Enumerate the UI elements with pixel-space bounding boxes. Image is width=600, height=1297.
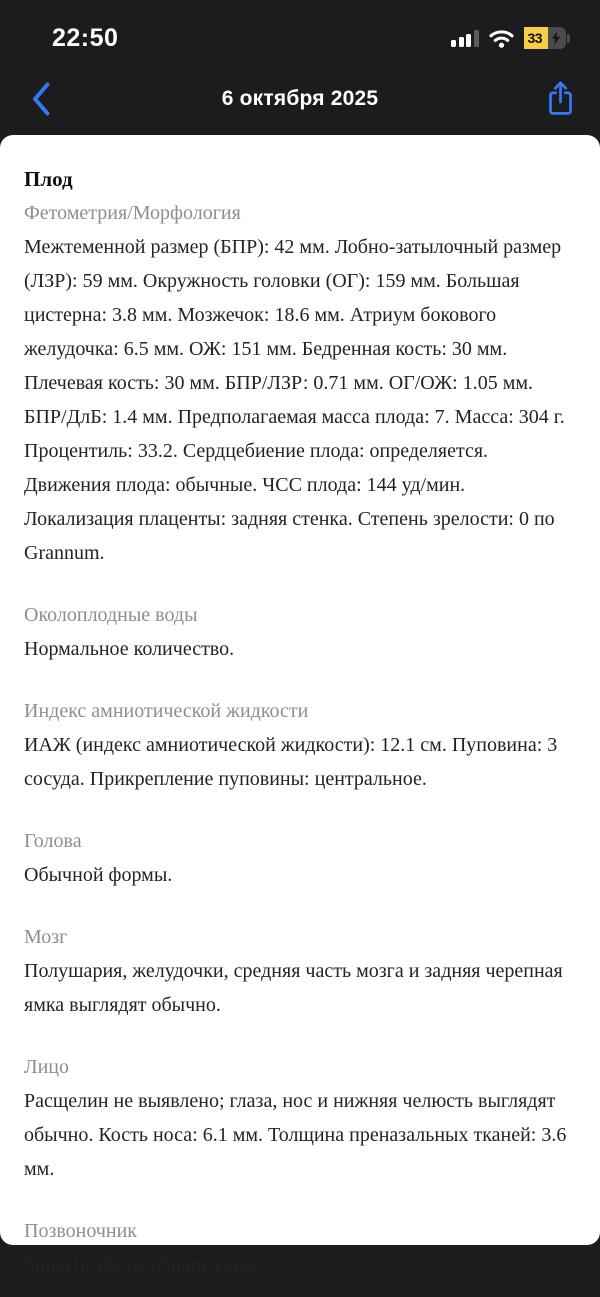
section-body: Spina bifida не обнаружена.: [24, 1254, 258, 1276]
section-afi: [24, 694, 576, 796]
section-label: Индекс амниотической жидкости: [24, 700, 309, 722]
section-label: Голова: [24, 830, 82, 852]
section-body: Обычной формы.: [24, 864, 173, 886]
share-button[interactable]: [541, 75, 580, 122]
page-title: 6 октября 2025: [221, 86, 379, 110]
section-fetometry: [24, 196, 576, 570]
report-document[interactable]: [0, 135, 600, 1276]
navigation-bar: [0, 62, 600, 135]
section-body: Межтеменной размер (БПР): 42 мм. Лобно-затылочный размер (ЛЗР): 59 мм. Окружность головки (ОГ): 159 мм. Большая цистерна: 3.8 мм. Мозжечок: 18.6 мм. Атриум бокового желудочка: 6.5 мм. ОЖ: 151 мм. Бедренная кость: 30 мм. Плечевая кость: 30 мм. БПР/ЛЗР: 0.71 мм. ОГ/ОЖ: 1.05 мм. БПР/ДлБ: 1.4 мм. Предполагаемая масса плода: 7. Масса: 304 г. Процентиль: 33.2. Сердцебиение плода: определяется. Движения плода: обычные. ЧСС плода: 144 уд/мин. Локализация плаценты: задняя стенка. Степень зрелости: 0 по Grannum.: [24, 236, 565, 564]
section-body: ИАЖ (индекс амниотической жидкости): 12.1 см. Пуповина: 3 сосуда. Прикрепление пуповины: центральное.: [24, 734, 558, 790]
status-icons: [451, 27, 570, 49]
section-label: Мозг: [24, 926, 68, 948]
section-body: Расщелин не выявлено; глаза, нос и нижняя челюсть выглядят обычно. Кость носа: 6.1 мм. Толщина преназальных тканей: 3.6 мм.: [24, 1090, 567, 1180]
section-label: Лицо: [24, 1056, 69, 1078]
section-body: Полушария, желудочки, средняя часть мозга и задняя черепная ямка выглядят обычно.: [24, 960, 563, 1016]
section-body: Нормальное количество.: [24, 638, 235, 660]
section-label: Позвоночник: [24, 1220, 138, 1242]
share-icon: [545, 106, 576, 121]
battery-icon: [524, 27, 571, 49]
clock: 22:50: [52, 23, 119, 52]
section-head: [24, 824, 576, 892]
status-bar: [0, 0, 600, 62]
section-face: [24, 1050, 576, 1186]
section-amniotic-fluid: [24, 598, 576, 666]
section-brain: [24, 920, 576, 1022]
section-label: Околоплодные воды: [24, 604, 198, 626]
section-spine: [24, 1214, 576, 1282]
report-heading: Плод: [24, 167, 73, 191]
cellular-signal-icon: [451, 29, 479, 48]
back-button[interactable]: [26, 77, 56, 121]
charging-bolt-icon: [551, 31, 561, 50]
chevron-left-icon: [30, 105, 52, 120]
section-label: Фетометрия/Морфология: [24, 202, 241, 224]
battery-percent: 33: [527, 30, 543, 46]
wifi-icon: [489, 29, 514, 48]
